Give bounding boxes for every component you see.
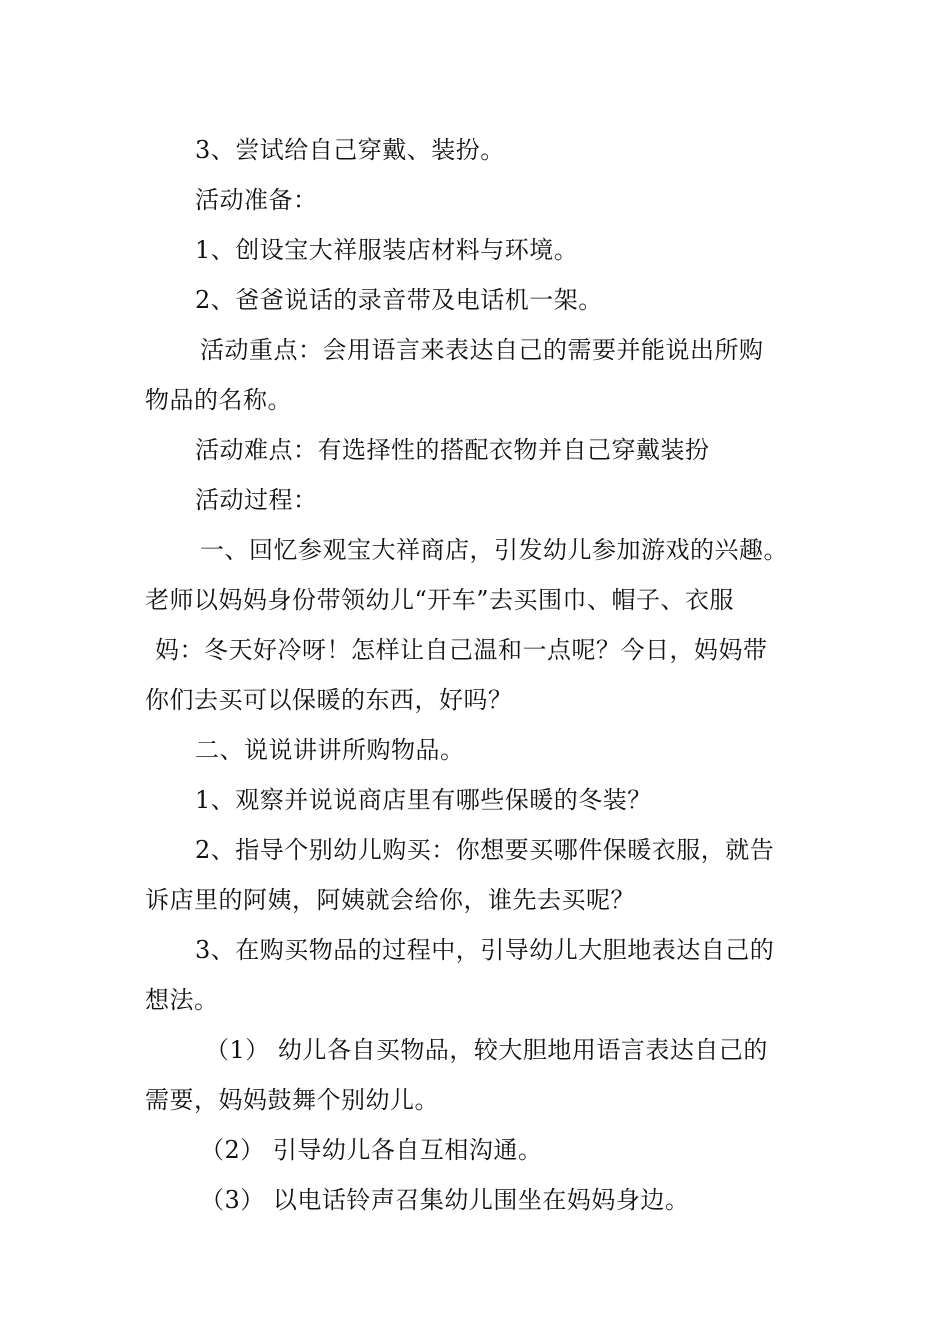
text-line: （1） 幼儿各自买物品，较大胆地用语言表达自己的 (205, 1036, 768, 1064)
text-line: 妈：冬天好冷呀！怎样让自己温和一点呢？今日，妈妈带 (155, 636, 768, 664)
text-line: 2、爸爸说话的录音带及电话机一架。 (195, 286, 603, 314)
text-line: 1、观察并说说商店里有哪些保暖的冬装？ (195, 786, 652, 814)
text-line: 活动准备： (195, 186, 318, 214)
text-line: 活动过程： (195, 486, 318, 514)
text-line: （3） 以电话铃声召集幼儿围坐在妈妈身边。 (200, 1186, 690, 1214)
text-line: 二、说说讲讲所购物品。 (195, 736, 465, 764)
text-line: 1、创设宝大祥服装店材料与环境。 (195, 236, 579, 264)
text-line: 你们去买可以保暖的东西，好吗？ (145, 686, 513, 714)
text-line: 想法。 (145, 986, 219, 1014)
text-line: 2、指导个别幼儿购买：你想要买哪件保暖衣服，就告 (195, 836, 775, 864)
text-line: 一、回忆参观宝大祥商店，引发幼儿参加游戏的兴趣。 (200, 536, 788, 564)
text-line: 需要，妈妈鼓舞个别幼儿。 (145, 1086, 439, 1114)
text-line: 物品的名称。 (145, 386, 292, 414)
text-line: 活动难点：有选择性的搭配衣物并自己穿戴装扮 (195, 436, 710, 464)
text-line: （2） 引导幼儿各自互相沟通。 (200, 1136, 543, 1164)
text-line: 活动重点：会用语言来表达自己的需要并能说出所购 (200, 336, 764, 364)
text-line: 老师以妈妈身份带领幼儿“开车”去买围巾、帽子、衣服 (145, 586, 735, 614)
text-line: 诉店里的阿姨，阿姨就会给你，谁先去买呢？ (145, 886, 635, 914)
text-line: 3、尝试给自己穿戴、装扮。 (195, 136, 505, 164)
text-line: 3、在购买物品的过程中，引导幼儿大胆地表达自己的 (195, 936, 775, 964)
